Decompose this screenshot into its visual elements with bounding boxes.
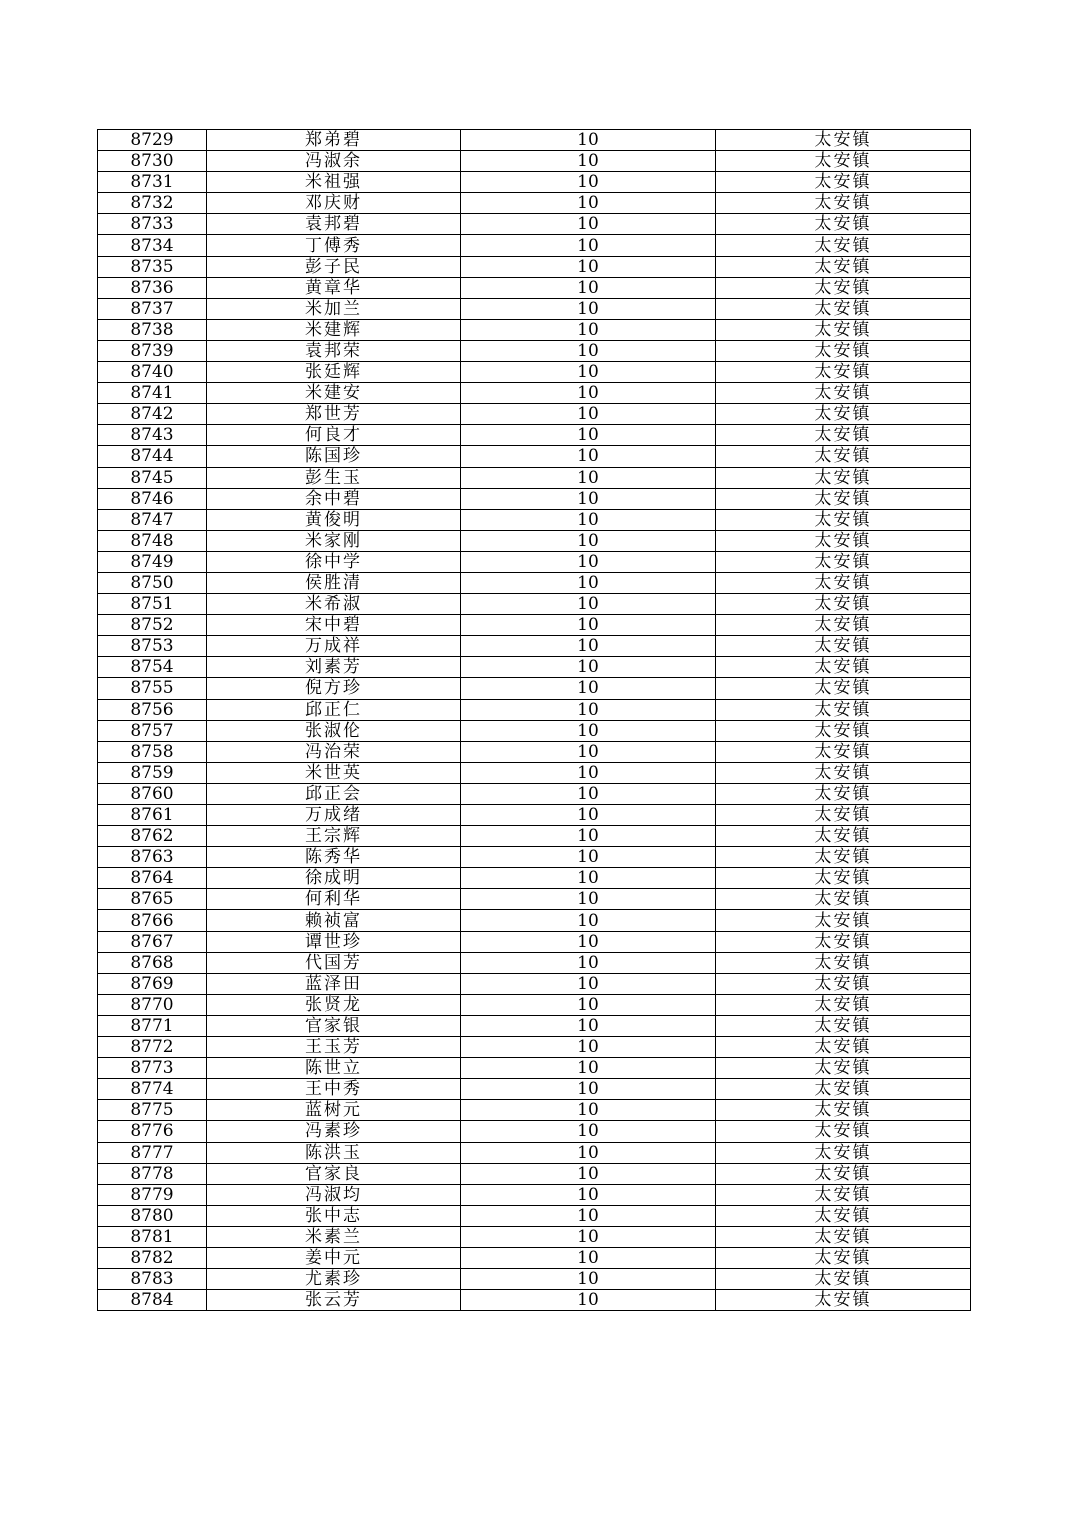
name-cell: 郑世芳: [207, 404, 461, 425]
row-number-cell: 8743: [98, 425, 207, 446]
name-cell: 张中志: [207, 1205, 461, 1226]
name-cell: 万成绪: [207, 805, 461, 826]
amount-cell: 10: [461, 636, 716, 657]
town-cell: 太安镇: [716, 551, 971, 572]
row-number-cell: 8740: [98, 362, 207, 383]
name-cell: 陈世立: [207, 1058, 461, 1079]
town-cell: 太安镇: [716, 1142, 971, 1163]
amount-cell: 10: [461, 1290, 716, 1311]
table-row: [98, 509, 971, 530]
row-number-cell: 8770: [98, 994, 207, 1015]
amount-cell: 10: [461, 1205, 716, 1226]
name-cell: 米祖强: [207, 172, 461, 193]
amount-cell: 10: [461, 1058, 716, 1079]
town-cell: 太安镇: [716, 720, 971, 741]
name-cell: 张淑伦: [207, 720, 461, 741]
table-row: [98, 847, 971, 868]
table-row: [98, 551, 971, 572]
town-cell: 太安镇: [716, 151, 971, 172]
table-row: [98, 383, 971, 404]
table-row: [98, 130, 971, 151]
row-number-cell: 8739: [98, 340, 207, 361]
amount-cell: 10: [461, 1037, 716, 1058]
table-row: [98, 1269, 971, 1290]
table-row: [98, 298, 971, 319]
name-cell: 袁邦荣: [207, 340, 461, 361]
table-row: [98, 1205, 971, 1226]
name-cell: 冯淑余: [207, 151, 461, 172]
amount-cell: 10: [461, 130, 716, 151]
table-row: [98, 172, 971, 193]
name-cell: 蓝树元: [207, 1100, 461, 1121]
amount-cell: 10: [461, 720, 716, 741]
table-row: [98, 762, 971, 783]
name-cell: 丁傅秀: [207, 235, 461, 256]
amount-cell: 10: [461, 889, 716, 910]
town-cell: 太安镇: [716, 319, 971, 340]
amount-cell: 10: [461, 467, 716, 488]
table-row: [98, 425, 971, 446]
amount-cell: 10: [461, 1226, 716, 1247]
town-cell: 太安镇: [716, 1269, 971, 1290]
name-cell: 姜中元: [207, 1247, 461, 1268]
amount-cell: 10: [461, 1142, 716, 1163]
amount-cell: 10: [461, 1079, 716, 1100]
town-cell: 太安镇: [716, 1226, 971, 1247]
name-cell: 黄章华: [207, 277, 461, 298]
town-cell: 太安镇: [716, 193, 971, 214]
row-number-cell: 8750: [98, 572, 207, 593]
amount-cell: 10: [461, 256, 716, 277]
name-cell: 彭生玉: [207, 467, 461, 488]
town-cell: 太安镇: [716, 1079, 971, 1100]
town-cell: 太安镇: [716, 446, 971, 467]
row-number-cell: 8782: [98, 1247, 207, 1268]
row-number-cell: 8775: [98, 1100, 207, 1121]
amount-cell: 10: [461, 594, 716, 615]
name-cell: 倪方珍: [207, 678, 461, 699]
amount-cell: 10: [461, 615, 716, 636]
row-number-cell: 8772: [98, 1037, 207, 1058]
town-cell: 太安镇: [716, 594, 971, 615]
row-number-cell: 8771: [98, 1015, 207, 1036]
name-cell: 郑弟碧: [207, 130, 461, 151]
row-number-cell: 8758: [98, 741, 207, 762]
amount-cell: 10: [461, 762, 716, 783]
amount-cell: 10: [461, 193, 716, 214]
amount-cell: 10: [461, 868, 716, 889]
name-cell: 余中碧: [207, 488, 461, 509]
row-number-cell: 8764: [98, 868, 207, 889]
amount-cell: 10: [461, 214, 716, 235]
amount-cell: 10: [461, 826, 716, 847]
name-cell: 米世英: [207, 762, 461, 783]
town-cell: 太安镇: [716, 762, 971, 783]
amount-cell: 10: [461, 1121, 716, 1142]
row-number-cell: 8754: [98, 657, 207, 678]
name-cell: 米加兰: [207, 298, 461, 319]
amount-cell: 10: [461, 994, 716, 1015]
row-number-cell: 8736: [98, 277, 207, 298]
row-number-cell: 8751: [98, 594, 207, 615]
row-number-cell: 8781: [98, 1226, 207, 1247]
town-cell: 太安镇: [716, 1015, 971, 1036]
town-cell: 太安镇: [716, 678, 971, 699]
name-cell: 黄俊明: [207, 509, 461, 530]
town-cell: 太安镇: [716, 1163, 971, 1184]
town-cell: 太安镇: [716, 657, 971, 678]
name-cell: 冯淑均: [207, 1184, 461, 1205]
row-number-cell: 8773: [98, 1058, 207, 1079]
amount-cell: 10: [461, 910, 716, 931]
table-row: [98, 1058, 971, 1079]
table-row: [98, 678, 971, 699]
name-cell: 袁邦碧: [207, 214, 461, 235]
town-cell: 太安镇: [716, 1100, 971, 1121]
row-number-cell: 8731: [98, 172, 207, 193]
amount-cell: 10: [461, 277, 716, 298]
town-cell: 太安镇: [716, 362, 971, 383]
town-cell: 太安镇: [716, 172, 971, 193]
name-cell: 宋中碧: [207, 615, 461, 636]
table-row: [98, 931, 971, 952]
town-cell: 太安镇: [716, 572, 971, 593]
amount-cell: 10: [461, 425, 716, 446]
amount-cell: 10: [461, 446, 716, 467]
town-cell: 太安镇: [716, 130, 971, 151]
name-cell: 何良才: [207, 425, 461, 446]
row-number-cell: 8769: [98, 973, 207, 994]
town-cell: 太安镇: [716, 277, 971, 298]
name-cell: 米希淑: [207, 594, 461, 615]
town-cell: 太安镇: [716, 826, 971, 847]
town-cell: 太安镇: [716, 530, 971, 551]
table-row: [98, 741, 971, 762]
name-cell: 米建安: [207, 383, 461, 404]
amount-cell: 10: [461, 509, 716, 530]
name-cell: 张贤龙: [207, 994, 461, 1015]
town-cell: 太安镇: [716, 973, 971, 994]
name-cell: 谭世珍: [207, 931, 461, 952]
table-row: [98, 1142, 971, 1163]
row-number-cell: 8766: [98, 910, 207, 931]
amount-cell: 10: [461, 1163, 716, 1184]
table-row: [98, 805, 971, 826]
amount-cell: 10: [461, 1184, 716, 1205]
table-row: [98, 1079, 971, 1100]
table-row: [98, 362, 971, 383]
row-number-cell: 8746: [98, 488, 207, 509]
table-row: [98, 1184, 971, 1205]
name-cell: 张云芳: [207, 1290, 461, 1311]
town-cell: 太安镇: [716, 889, 971, 910]
table-row: [98, 952, 971, 973]
amount-cell: 10: [461, 783, 716, 804]
name-cell: 米建辉: [207, 319, 461, 340]
town-cell: 太安镇: [716, 868, 971, 889]
table-row: [98, 404, 971, 425]
town-cell: 太安镇: [716, 994, 971, 1015]
row-number-cell: 8734: [98, 235, 207, 256]
table-row: [98, 1121, 971, 1142]
name-cell: 陈秀华: [207, 847, 461, 868]
table-row: [98, 1163, 971, 1184]
name-cell: 邱正会: [207, 783, 461, 804]
table-row: [98, 720, 971, 741]
row-number-cell: 8779: [98, 1184, 207, 1205]
row-number-cell: 8737: [98, 298, 207, 319]
amount-cell: 10: [461, 952, 716, 973]
table-row: [98, 636, 971, 657]
row-number-cell: 8759: [98, 762, 207, 783]
name-cell: 徐成明: [207, 868, 461, 889]
row-number-cell: 8762: [98, 826, 207, 847]
row-number-cell: 8729: [98, 130, 207, 151]
name-cell: 米家刚: [207, 530, 461, 551]
town-cell: 太安镇: [716, 488, 971, 509]
amount-cell: 10: [461, 172, 716, 193]
name-cell: 刘素芳: [207, 657, 461, 678]
table-row: [98, 214, 971, 235]
table-row: [98, 994, 971, 1015]
town-cell: 太安镇: [716, 214, 971, 235]
row-number-cell: 8765: [98, 889, 207, 910]
town-cell: 太安镇: [716, 783, 971, 804]
row-number-cell: 8732: [98, 193, 207, 214]
amount-cell: 10: [461, 404, 716, 425]
town-cell: 太安镇: [716, 1290, 971, 1311]
row-number-cell: 8760: [98, 783, 207, 804]
name-cell: 冯治荣: [207, 741, 461, 762]
row-number-cell: 8735: [98, 256, 207, 277]
row-number-cell: 8730: [98, 151, 207, 172]
name-cell: 王宗辉: [207, 826, 461, 847]
town-cell: 太安镇: [716, 615, 971, 636]
row-number-cell: 8756: [98, 699, 207, 720]
amount-cell: 10: [461, 572, 716, 593]
amount-cell: 10: [461, 319, 716, 340]
amount-cell: 10: [461, 1015, 716, 1036]
row-number-cell: 8783: [98, 1269, 207, 1290]
row-number-cell: 8784: [98, 1290, 207, 1311]
town-cell: 太安镇: [716, 1037, 971, 1058]
amount-cell: 10: [461, 805, 716, 826]
data-table: [97, 129, 971, 1311]
town-cell: 太安镇: [716, 847, 971, 868]
town-cell: 太安镇: [716, 910, 971, 931]
table-row: [98, 572, 971, 593]
table-row: [98, 530, 971, 551]
row-number-cell: 8748: [98, 530, 207, 551]
name-cell: 尤素珍: [207, 1269, 461, 1290]
table-row: [98, 256, 971, 277]
row-number-cell: 8774: [98, 1079, 207, 1100]
table-row: [98, 277, 971, 298]
town-cell: 太安镇: [716, 699, 971, 720]
amount-cell: 10: [461, 1100, 716, 1121]
row-number-cell: 8749: [98, 551, 207, 572]
name-cell: 王玉芳: [207, 1037, 461, 1058]
town-cell: 太安镇: [716, 1205, 971, 1226]
name-cell: 蓝泽田: [207, 973, 461, 994]
town-cell: 太安镇: [716, 1247, 971, 1268]
name-cell: 冯素珍: [207, 1121, 461, 1142]
row-number-cell: 8747: [98, 509, 207, 530]
table-row: [98, 826, 971, 847]
row-number-cell: 8755: [98, 678, 207, 699]
table-row: [98, 1015, 971, 1036]
name-cell: 邓庆财: [207, 193, 461, 214]
table-row: [98, 594, 971, 615]
town-cell: 太安镇: [716, 509, 971, 530]
table-row: [98, 973, 971, 994]
town-cell: 太安镇: [716, 1184, 971, 1205]
town-cell: 太安镇: [716, 256, 971, 277]
amount-cell: 10: [461, 383, 716, 404]
row-number-cell: 8780: [98, 1205, 207, 1226]
name-cell: 官家银: [207, 1015, 461, 1036]
amount-cell: 10: [461, 551, 716, 572]
amount-cell: 10: [461, 741, 716, 762]
amount-cell: 10: [461, 362, 716, 383]
amount-cell: 10: [461, 973, 716, 994]
name-cell: 代国芳: [207, 952, 461, 973]
table-row: [98, 1226, 971, 1247]
amount-cell: 10: [461, 1269, 716, 1290]
town-cell: 太安镇: [716, 805, 971, 826]
town-cell: 太安镇: [716, 1058, 971, 1079]
town-cell: 太安镇: [716, 636, 971, 657]
row-number-cell: 8778: [98, 1163, 207, 1184]
town-cell: 太安镇: [716, 741, 971, 762]
table-row: [98, 783, 971, 804]
name-cell: 彭子民: [207, 256, 461, 277]
table-row: [98, 235, 971, 256]
row-number-cell: 8745: [98, 467, 207, 488]
name-cell: 官家良: [207, 1163, 461, 1184]
town-cell: 太安镇: [716, 931, 971, 952]
row-number-cell: 8741: [98, 383, 207, 404]
name-cell: 陈国珍: [207, 446, 461, 467]
town-cell: 太安镇: [716, 467, 971, 488]
table-row: [98, 151, 971, 172]
table-row: [98, 1290, 971, 1311]
row-number-cell: 8744: [98, 446, 207, 467]
amount-cell: 10: [461, 847, 716, 868]
row-number-cell: 8738: [98, 319, 207, 340]
name-cell: 万成祥: [207, 636, 461, 657]
town-cell: 太安镇: [716, 952, 971, 973]
table-row: [98, 1037, 971, 1058]
amount-cell: 10: [461, 657, 716, 678]
row-number-cell: 8776: [98, 1121, 207, 1142]
amount-cell: 10: [461, 530, 716, 551]
name-cell: 陈洪玉: [207, 1142, 461, 1163]
town-cell: 太安镇: [716, 298, 971, 319]
table-row: [98, 889, 971, 910]
table-row: [98, 1247, 971, 1268]
row-number-cell: 8768: [98, 952, 207, 973]
town-cell: 太安镇: [716, 235, 971, 256]
row-number-cell: 8753: [98, 636, 207, 657]
row-number-cell: 8763: [98, 847, 207, 868]
row-number-cell: 8757: [98, 720, 207, 741]
table-row: [98, 193, 971, 214]
table-row: [98, 319, 971, 340]
name-cell: 何利华: [207, 889, 461, 910]
table-row: [98, 657, 971, 678]
table-row: [98, 488, 971, 509]
table-row: [98, 1100, 971, 1121]
name-cell: 张廷辉: [207, 362, 461, 383]
amount-cell: 10: [461, 699, 716, 720]
row-number-cell: 8733: [98, 214, 207, 235]
town-cell: 太安镇: [716, 383, 971, 404]
table-body: [98, 130, 971, 1311]
amount-cell: 10: [461, 235, 716, 256]
amount-cell: 10: [461, 340, 716, 361]
town-cell: 太安镇: [716, 425, 971, 446]
table-row: [98, 467, 971, 488]
amount-cell: 10: [461, 298, 716, 319]
row-number-cell: 8752: [98, 615, 207, 636]
amount-cell: 10: [461, 678, 716, 699]
amount-cell: 10: [461, 931, 716, 952]
amount-cell: 10: [461, 488, 716, 509]
name-cell: 邱正仁: [207, 699, 461, 720]
row-number-cell: 8742: [98, 404, 207, 425]
amount-cell: 10: [461, 151, 716, 172]
name-cell: 赖祯富: [207, 910, 461, 931]
table-row: [98, 699, 971, 720]
town-cell: 太安镇: [716, 340, 971, 361]
row-number-cell: 8767: [98, 931, 207, 952]
row-number-cell: 8777: [98, 1142, 207, 1163]
name-cell: 侯胜清: [207, 572, 461, 593]
amount-cell: 10: [461, 1247, 716, 1268]
table-row: [98, 910, 971, 931]
table-row: [98, 868, 971, 889]
row-number-cell: 8761: [98, 805, 207, 826]
name-cell: 徐中学: [207, 551, 461, 572]
town-cell: 太安镇: [716, 1121, 971, 1142]
name-cell: 米素兰: [207, 1226, 461, 1247]
table-row: [98, 340, 971, 361]
name-cell: 王中秀: [207, 1079, 461, 1100]
table-row: [98, 446, 971, 467]
town-cell: 太安镇: [716, 404, 971, 425]
table-row: [98, 615, 971, 636]
